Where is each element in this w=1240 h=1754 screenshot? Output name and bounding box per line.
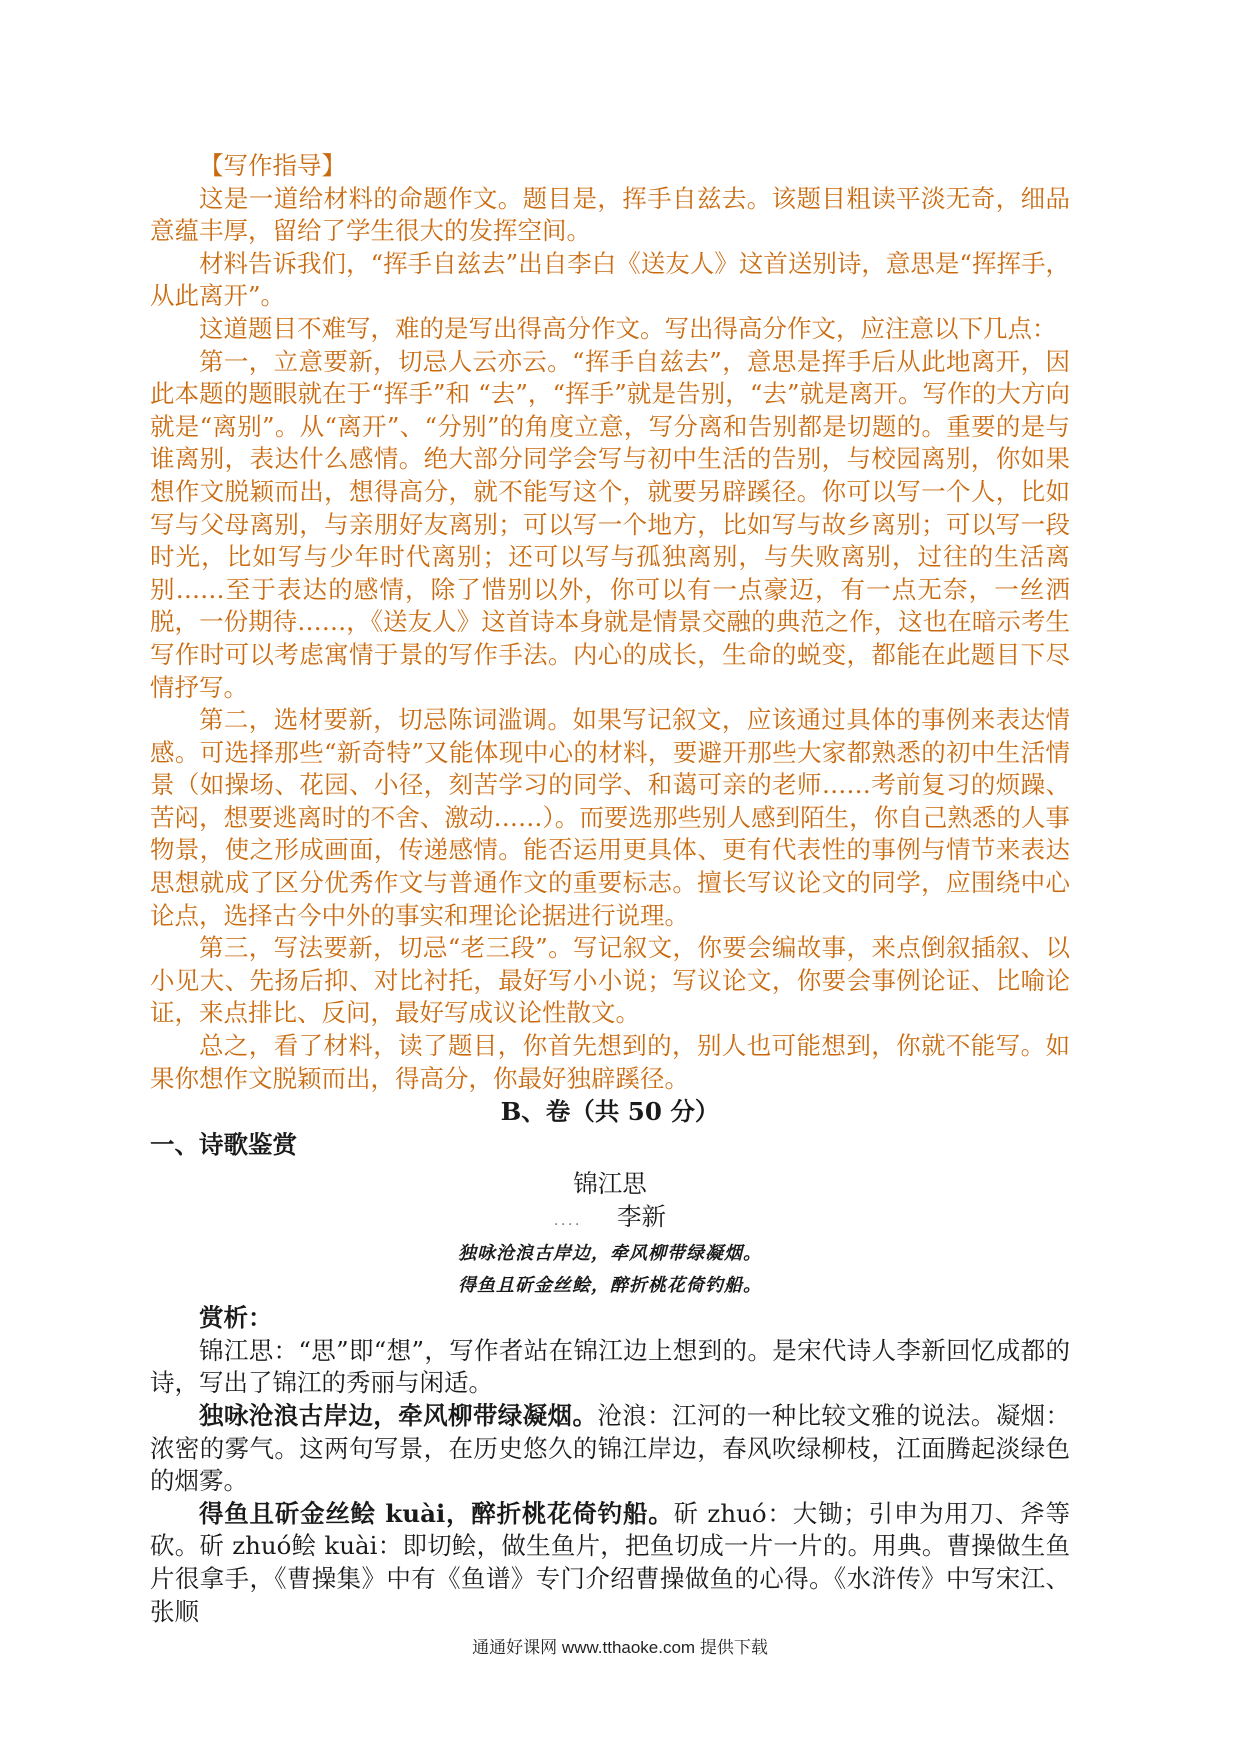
poem-title: 锦江思	[573, 1169, 647, 1199]
guidance-paragraph: 材料告诉我们，“挥手自兹去”出自李白《送友人》这首送别诗，意思是“挥挥手，从此离开”。	[150, 248, 1070, 311]
guidance-paragraph: 这是一道给材料的命题作文。题目是，挥手自兹去。该题目粗读平淡无奇，细品意蕴丰厚，留给了学生很大的发挥空间。	[150, 183, 1070, 246]
analysis-label: 赏析：	[199, 1303, 273, 1333]
analysis-paragraph	[150, 1400, 1070, 1498]
guidance-paragraph: 总之，看了材料，读了题目，你首先想到的，别人也可能想到，你就不能写。如果你想作文脱颖而出，得高分，你最好独辟蹊径。	[150, 1031, 1070, 1093]
section-b-title: B、卷（共 50 分）	[500, 1097, 720, 1127]
analysis-text: 沧浪：江河的一种比较文雅的说法。凝烟：浓密的雾气。这两句写景，在历史悠久的锦江岸边，春风吹绿柳枝，江面腾起淡绿色的烟雾。	[150, 1401, 1071, 1496]
guidance-paragraph: 这道题目不难写，难的是写出得高分作文。写出得高分作文，应注意以下几点：	[199, 313, 1057, 343]
analysis-paragraph: 锦江思：“思”即“想”，写作者站在锦江边上想到的。是宋代诗人李新回忆成都的诗，写出了锦江的秀丽与闲适。	[150, 1335, 1070, 1398]
guidance-paragraph: 第三，写法要新，切忌“老三段”。写记叙文，你要会编故事，来点倒叙插叙、以小见大、先扬后抑、对比衬托，最好写小小说；写议论文，你要会事例论证、比喻论证，来点排比、反问，最好写成议论性散文。	[150, 933, 1070, 1028]
analysis-verse: 独咏沧浪古岸边，牵风柳带绿凝烟。	[199, 1401, 598, 1430]
guidance-header: 【写作指导】	[199, 151, 346, 180]
page-footer: 通通好课网 www.tthaoke.com 提供下载	[472, 1638, 768, 1657]
poem-author: 李新	[617, 1202, 666, 1232]
analysis-paragraph	[150, 1498, 1070, 1628]
guidance-paragraph: 第二，选材要新，切忌陈词滥调。如果写记叙文，应该通过具体的事例来表达情感。可选择那些“新奇特”又能体现中心的材料，要避开那些大家都熟悉的初中生活情景（如操场、花园、小径，刻苦学习的同学、和蔼可亲的老师……考前复习的烦躁、苦闷，想要逃离时的不舍、激动……）。而要选那些别人感到陌生，你自己熟悉的人事物景，使之形成画面，传递感情。能否运用更具体、更有代表性的事例与情节来表达思想就成了区分优秀作文与普通作文的重要标志。擅长写议论文的同学，应围绕中心论点，选择古今中外的事实和理论论据进行说理。	[150, 705, 1070, 930]
author-dots: ．．．．	[554, 1213, 589, 1230]
poem-author-line	[150, 1200, 1070, 1238]
analysis-verse: 得鱼且斫金丝鲙 kuài，醉折桃花倚钓船。	[199, 1498, 674, 1528]
guidance-paragraph: 第一，立意要新，切忌人云亦云。“挥手自兹去”，意思是挥手后从此地离开，因此本题的题眼就在于“挥手”和 “去”，“挥手”就是告别，“去”就是离开。写作的大方向就是“离别”。从“离开”、“分别”的角度立意，写分离和告别都是切题的。重要的是与谁离别，表达什么感情。绝大部分同学会写与初中生活的告别，与校园离别，你如果想作文脱颖而出，想得高分，就不能写这个，就要另辟蹊径。你可以写一个人，比如写与父母离别，与亲朋好友离别；可以写一个地方，比如写与故乡离别；可以写一段时光，比如写与少年时代离别；还可以写与孤独离别，与失败离别，过往的生活离别……至于表达的感情，除了惜别以外，你可以有一点豪迈，有一点无奈，一丝洒脱，一份期待……，《送友人》这首诗本身就是情景交融的典范之作，这也在暗示考生写作时可以考虑寓情于景的写作手法。内心的成长，生命的蜕变，都能在此题目下尽情抒写。	[150, 346, 1070, 702]
poem-line: 得鱼且斫金丝鲙，醉折桃花倚钓船。	[458, 1275, 762, 1297]
poem-line: 独咏沧浪古岸边，牵风柳带绿凝烟。	[458, 1243, 762, 1265]
document-page	[150, 150, 1070, 1628]
part-one-heading: 一、诗歌鉴赏	[150, 1130, 297, 1160]
analysis-text: 斫 zhuó：大锄；引申为用刀、斧等砍。斫 zhuó鲙 kuài：即切鲙，做生鱼片，把鱼切成一片一片的。用典。曹操做生鱼片很拿手，《曹操集》中有《鱼谱》专门介绍曹操做鱼的心得。《水浒传》中写宋江、张顺	[150, 1498, 1070, 1626]
